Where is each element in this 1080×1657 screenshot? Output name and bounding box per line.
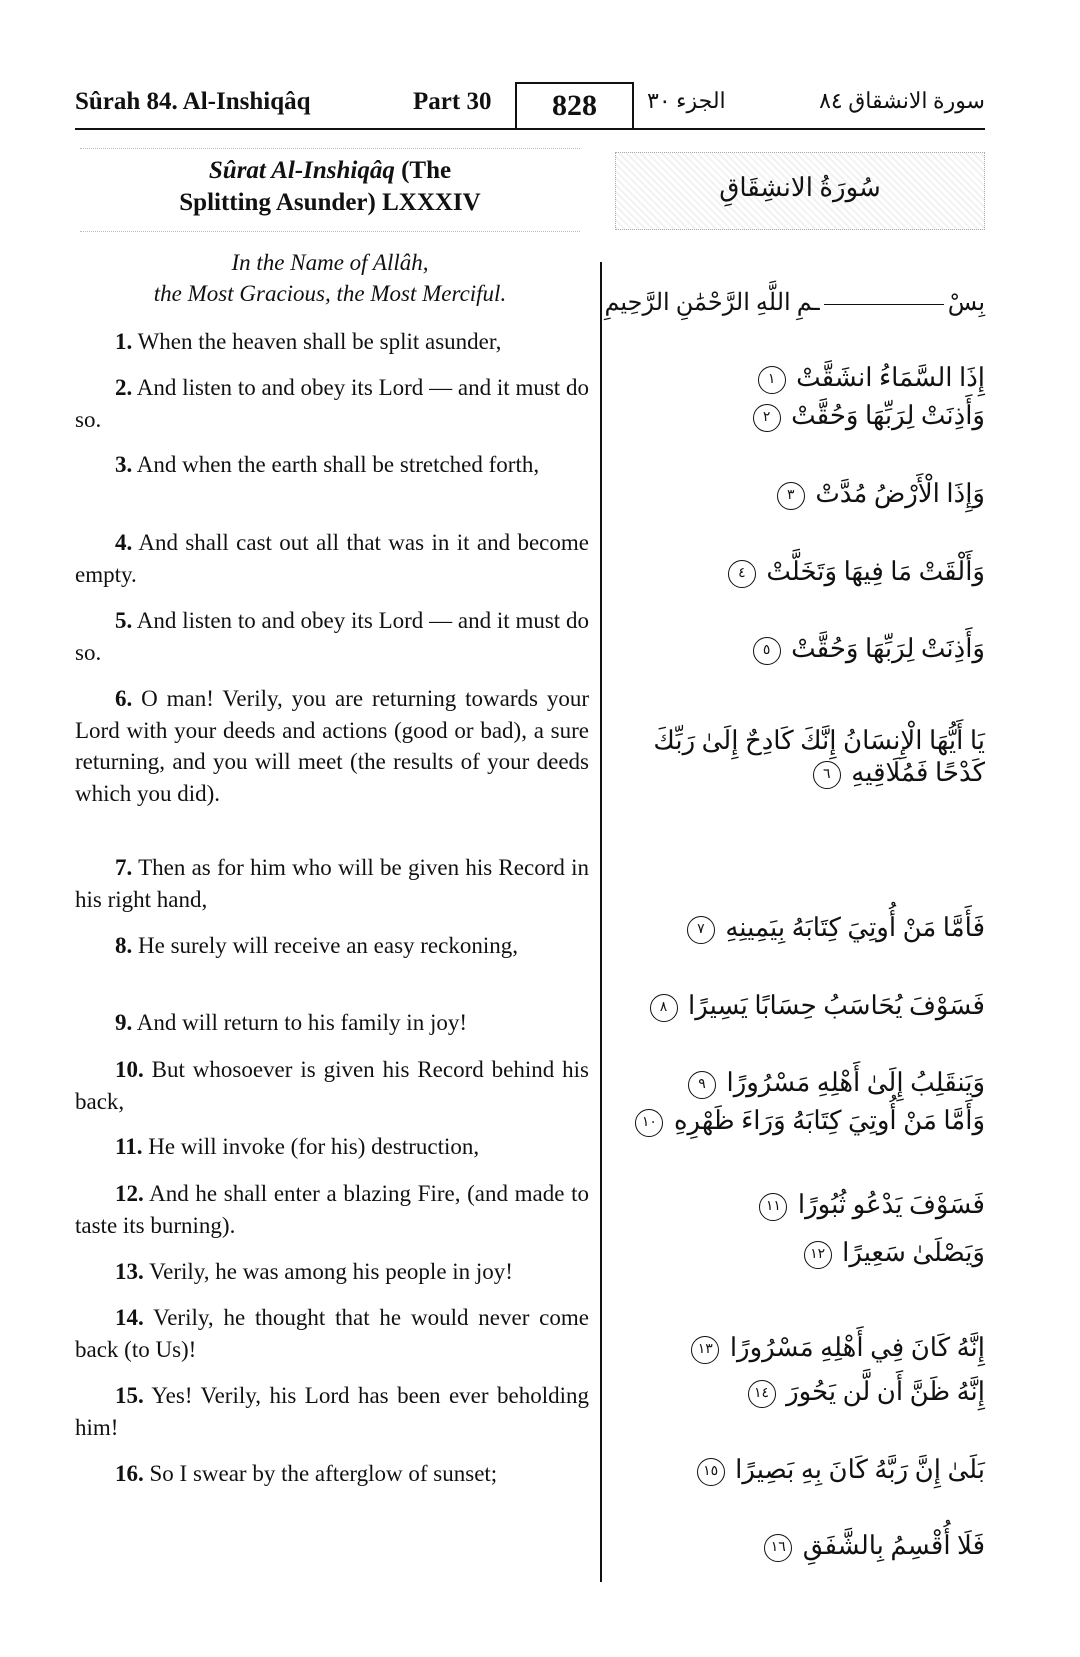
verse-number: 12.	[115, 1181, 144, 1206]
verse-en-14	[75, 1302, 589, 1365]
part-label-en: Part 30	[413, 88, 492, 115]
surah-heading-italic: Sûrat Al-Inshiqâq	[208, 157, 395, 184]
ayah-marker-icon: ١٦	[764, 1534, 792, 1562]
verse-ar-15	[605, 1454, 985, 1486]
verse-number: 2.	[115, 375, 133, 400]
basmala-ar	[604, 288, 985, 317]
verse-ar-8	[605, 990, 985, 1022]
ayah-marker-icon: ٥	[753, 637, 781, 665]
verse-ar-text: إِنَّهُ ظَنَّ أَن لَّن يَحُورَ	[786, 1377, 985, 1406]
verse-ar-text: فَأَمَّا مَنْ أُوتِيَ كِتَابَهُ بِيَمِينِهِ	[725, 913, 985, 942]
verse-ar-10	[605, 1105, 985, 1137]
verse-number: 5.	[115, 608, 133, 633]
surah-heading-ar	[615, 152, 985, 230]
verse-ar-3	[605, 478, 985, 510]
verse-en-2	[75, 372, 589, 435]
ayah-marker-icon: ٣	[777, 482, 805, 510]
ayah-marker-icon: ١٤	[748, 1380, 776, 1408]
verse-ar-12	[605, 1237, 985, 1269]
verse-en-16	[75, 1458, 589, 1490]
surah-title-en: Sûrah 84. Al-Inshiqâq	[75, 88, 311, 115]
page-header	[75, 82, 985, 132]
verse-ar-14	[605, 1376, 985, 1408]
verse-en-4	[75, 527, 589, 590]
verse-ar-text: وَيَنقَلِبُ إِلَىٰ أَهْلِهِ مَسْرُورًا	[726, 1068, 985, 1097]
verse-text: Verily, he was among his people in joy!	[143, 1259, 513, 1284]
ayah-marker-icon: ١١	[759, 1193, 787, 1221]
surah-heading-line1	[80, 157, 580, 185]
verse-number: 6.	[115, 686, 133, 711]
ayah-marker-icon: ٤	[728, 560, 756, 588]
verse-ar-text: يَا أَيُّهَا الْإِنسَانُ إِنَّكَ كَادِحٌ إِلَىٰ رَبِّكَ كَدْحًا فَمُلَاقِيهِ	[653, 726, 985, 787]
verse-en-5	[75, 605, 589, 668]
verse-en-12	[75, 1178, 589, 1241]
ayah-marker-icon: ١	[758, 366, 786, 394]
surah-heading-rest: (The	[394, 157, 452, 184]
verse-ar-text: وَإِذَا الْأَرْضُ مُدَّتْ	[815, 479, 985, 508]
verse-text: But whosoever is given his Record behind his back,	[75, 1057, 589, 1114]
verse-ar-text: فَلَا أُقْسِمُ بِالشَّفَقِ	[802, 1531, 985, 1560]
verse-ar-text: وَأَذِنَتْ لِرَبِّهَا وَحُقَّتْ	[791, 401, 985, 430]
basmala-ar-start: بِسْ	[947, 290, 985, 316]
surah-heading-ar-text: سُورَةُ الانشِقَاقِ	[719, 173, 881, 202]
verse-en-13	[75, 1256, 589, 1288]
verse-ar-text: وَيَصْلَىٰ سَعِيرًا	[842, 1238, 985, 1267]
ayah-marker-icon: ١٥	[697, 1458, 725, 1486]
verse-number: 9.	[115, 1010, 133, 1035]
verse-ar-16	[605, 1530, 985, 1562]
verse-text: And shall cast out all that was in it and become empty.	[75, 530, 589, 587]
verse-number: 7.	[115, 855, 133, 880]
basmala-ar-line	[824, 304, 944, 305]
part-label-ar: الجزء ٣٠	[647, 88, 726, 113]
verse-ar-9	[605, 1067, 985, 1099]
ayah-marker-icon: ٧	[687, 916, 715, 944]
page-number: 828	[515, 82, 634, 128]
verse-text: He will invoke (for his) destruction,	[142, 1134, 480, 1159]
verse-ar-text: وَأَذِنَتْ لِرَبِّهَا وَحُقَّتْ	[791, 634, 985, 663]
verse-number: 1.	[115, 329, 133, 354]
verse-en-6	[75, 683, 589, 809]
verse-ar-5	[605, 633, 985, 665]
verse-number: 8.	[115, 933, 133, 958]
verse-en-9	[75, 1007, 589, 1039]
verse-number: 15.	[115, 1383, 144, 1408]
verse-number: 4.	[115, 530, 133, 555]
verse-ar-4	[605, 556, 985, 588]
verse-ar-7	[605, 912, 985, 944]
verse-number: 13.	[115, 1259, 144, 1284]
basmala-ar-end: ـمِ اللَّهِ الرَّحْمَٰنِ الرَّحِيمِ	[604, 290, 820, 316]
ayah-marker-icon: ١٠	[635, 1109, 663, 1137]
verse-text: And listen to and obey its Lord — and it must do so.	[75, 375, 589, 432]
ayah-marker-icon: ٢	[753, 404, 781, 432]
verse-text: When the heaven shall be split asunder,	[132, 329, 502, 354]
verse-ar-text: فَسَوْفَ يَدْعُو ثُبُورًا	[797, 1190, 985, 1219]
surah-heading-line2: Splitting Asunder) LXXXIV	[179, 189, 481, 216]
verse-text: And he shall enter a blazing Fire, (and made to taste its burning).	[75, 1181, 589, 1238]
verse-number: 10.	[115, 1057, 144, 1082]
verse-text: Yes! Verily, his Lord has been ever beholding him!	[75, 1383, 589, 1440]
verse-text: He surely will receive an easy reckoning,	[132, 933, 518, 958]
verse-ar-text: إِذَا السَّمَاءُ انشَقَّتْ	[796, 363, 985, 392]
verse-en-1	[75, 326, 589, 358]
verse-text: So I swear by the afterglow of sunset;	[143, 1461, 498, 1486]
verse-number: 11.	[115, 1134, 143, 1159]
verse-ar-text: بَلَىٰ إِنَّ رَبَّهُ كَانَ بِهِ بَصِيرًا	[735, 1455, 985, 1484]
verse-ar-text: إِنَّهُ كَانَ فِي أَهْلِهِ مَسْرُورًا	[729, 1333, 985, 1362]
verse-en-7	[75, 852, 589, 915]
verse-text: Then as for him who will be given his Record in his right hand,	[75, 855, 589, 912]
verse-text: And will return to his family in joy!	[132, 1010, 467, 1035]
basmala-en-line2: the Most Gracious, the Most Merciful.	[153, 281, 507, 306]
verse-en-15	[75, 1380, 589, 1443]
verse-ar-text: وَأَلْقَتْ مَا فِيهَا وَتَخَلَّتْ	[766, 557, 985, 586]
verse-text: Verily, he thought that he would never come back (to Us)!	[75, 1305, 589, 1362]
verse-en-8	[75, 930, 589, 962]
verse-text: O man! Verily, you are returning towards your Lord with your deeds and actions (good or bad), a sure returning, and you will meet (the results of your deeds which you did).	[75, 686, 589, 806]
verse-text: And listen to and obey its Lord — and it must do so.	[75, 608, 589, 665]
verse-number: 14.	[115, 1305, 144, 1330]
surah-title-ar: سورة الانشقاق ٨٤	[819, 88, 985, 113]
verse-number: 3.	[115, 452, 133, 477]
ayah-marker-icon: ٦	[813, 761, 841, 789]
verse-number: 16.	[115, 1461, 144, 1486]
ayah-marker-icon: ٨	[650, 994, 678, 1022]
verse-ar-text: وَأَمَّا مَنْ أُوتِيَ كِتَابَهُ وَرَاءَ ظَهْرِهِ	[673, 1106, 985, 1135]
verse-ar-1	[605, 362, 985, 394]
surah-heading-en	[80, 148, 580, 232]
verse-ar-text: فَسَوْفَ يُحَاسَبُ حِسَابًا يَسِيرًا	[688, 991, 985, 1020]
ayah-marker-icon: ٩	[688, 1071, 716, 1099]
verse-en-3	[75, 449, 589, 481]
verse-en-11	[75, 1131, 589, 1163]
verse-ar-13	[605, 1332, 985, 1364]
verse-ar-6	[605, 725, 985, 789]
header-divider	[75, 128, 985, 130]
basmala-en-line1: In the Name of Allâh,	[231, 250, 429, 275]
column-divider	[600, 262, 602, 1582]
verse-text: And when the earth shall be stretched forth,	[132, 452, 540, 477]
ayah-marker-icon: ١٣	[691, 1336, 719, 1364]
verse-en-10	[75, 1054, 589, 1117]
verse-ar-2	[605, 400, 985, 432]
ayah-marker-icon: ١٢	[804, 1241, 832, 1269]
verse-ar-11	[605, 1189, 985, 1221]
